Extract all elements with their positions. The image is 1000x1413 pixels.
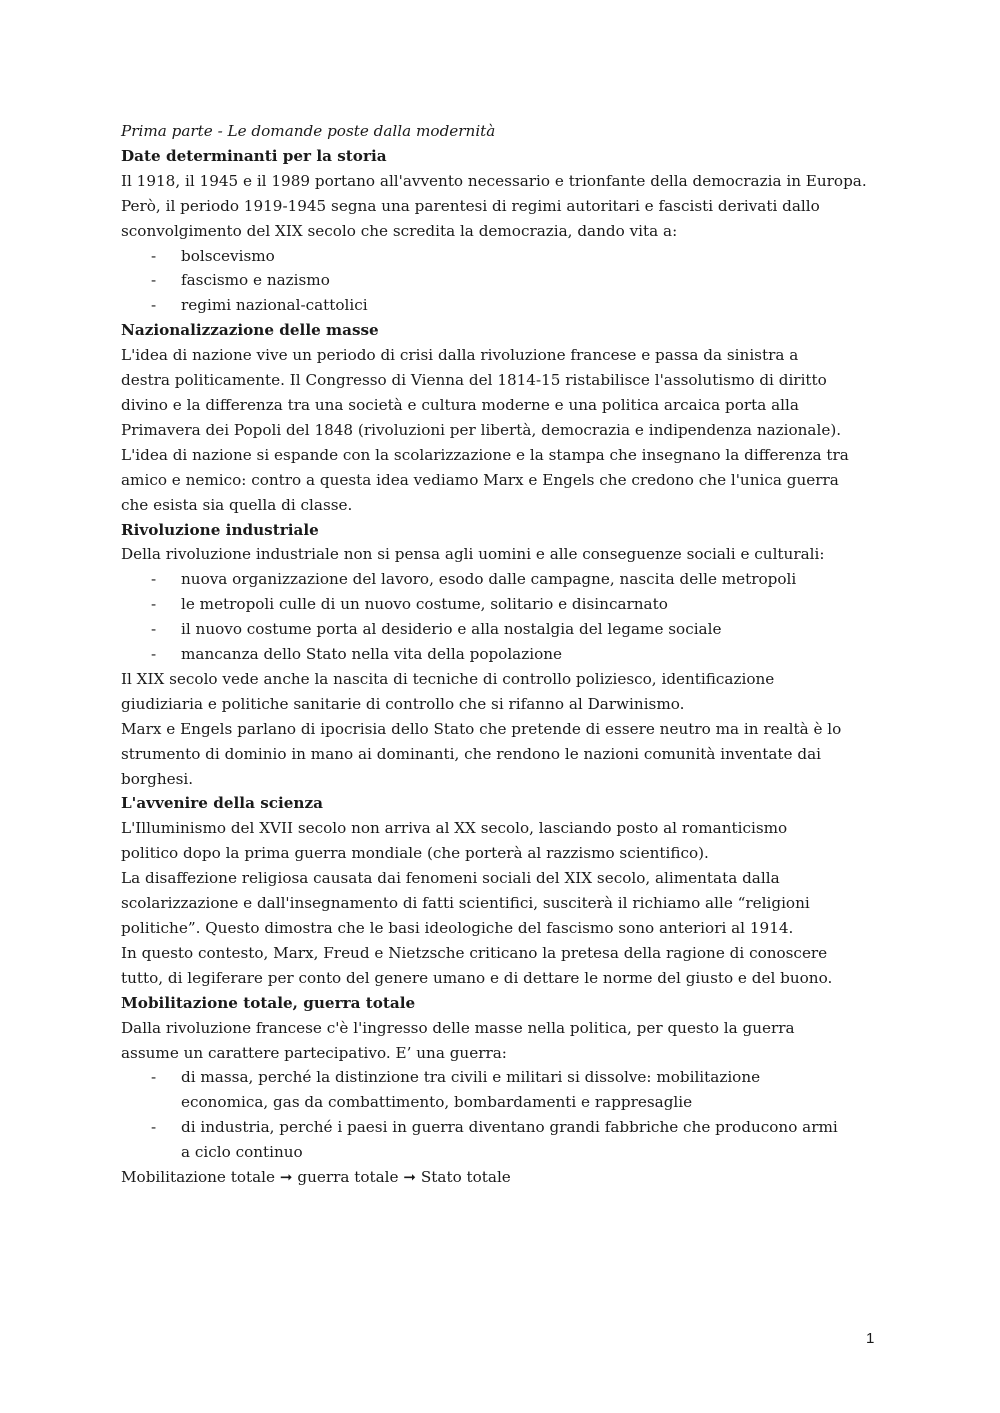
section-heading: Rivoluzione industriale <box>121 520 319 539</box>
bullet-marker: - <box>151 1068 157 1087</box>
paragraph-line: Dalla rivoluzione francese c'è l'ingresso delle masse nella politica, per questo la guerra <box>121 1018 795 1037</box>
paragraph-line: sconvolgimento del XIX secolo che scredita la democrazia, dando vita a: <box>121 221 678 240</box>
paragraph-line: Della rivoluzione industriale non si pensa agli uomini e alle conseguenze sociali e culturali: <box>121 545 825 564</box>
paragraph-line: Mobilitazione totale ➞ guerra totale ➞ Stato totale <box>121 1168 511 1187</box>
bullet-marker: - <box>151 645 157 664</box>
bullet-marker: - <box>151 296 157 315</box>
list-item-continuation: economica, gas da combattimento, bombardamenti e rappresaglie <box>181 1093 693 1112</box>
paragraph-line: L'Illuminismo del XVII secolo non arriva al XX secolo, lasciando posto al romanticismo <box>121 819 788 838</box>
paragraph-line: tutto, di legiferare per conto del genere umano e di dettare le norme del giusto e del buono. <box>121 968 833 987</box>
paragraph-line: Marx e Engels parlano di ipocrisia dello Stato che pretende di essere neutro ma in realtà è lo <box>121 719 842 738</box>
list-item <box>121 592 891 617</box>
paragraph-line: Però, il periodo 1919-1945 segna una parentesi di regimi autoritari e fascisti derivati dallo <box>121 196 820 215</box>
list-item <box>121 293 891 318</box>
document-title: Prima parte - Le domande poste dalla modernità <box>121 122 496 140</box>
bullet-marker: - <box>151 595 157 614</box>
list-item-text: mancanza dello Stato nella vita della popolazione <box>181 645 563 664</box>
paragraph-line: La disaffezione religiosa causata dai fenomeni sociali del XIX secolo, alimentata dalla <box>121 869 780 888</box>
list-item <box>121 567 891 592</box>
paragraph-line: borghesi. <box>121 769 194 788</box>
paragraph-line: divino e la differenza tra una società e cultura moderne e una politica arcaica porta alla <box>121 395 799 414</box>
list-item-text: le metropoli culle di un nuovo costume, solitario e disincarnato <box>181 595 668 614</box>
list-item-continuation: a ciclo continuo <box>181 1143 303 1162</box>
paragraph-line: politiche”. Questo dimostra che le basi ideologiche del fascismo sono anteriori al 1914. <box>121 919 794 937</box>
list-item <box>121 1115 891 1140</box>
paragraph-line: Il 1918, il 1945 e il 1989 portano all'avvento necessario e trionfante della democrazia in Europa. <box>121 171 867 190</box>
list-item <box>121 642 891 667</box>
section-heading: Mobilitazione totale, guerra totale <box>121 993 416 1012</box>
list-item <box>121 244 891 269</box>
list-item-text: nuova organizzazione del lavoro, esodo dalle campagne, nascita delle metropoli <box>181 570 797 589</box>
section-heading: L'avvenire della scienza <box>121 794 323 813</box>
bullet-marker: - <box>151 1118 157 1137</box>
paragraph-line: destra politicamente. Il Congresso di Vienna del 1814-15 ristabilisce l'assolutismo di diritto <box>121 371 827 390</box>
paragraph-line: scolarizzazione e dall'insegnamento di fatti scientifici, susciterà il richiamo alle “religioni <box>121 894 810 913</box>
paragraph-line: giudiziaria e politiche sanitarie di controllo che si rifanno al Darwinismo. <box>121 694 685 713</box>
bullet-marker: - <box>151 570 157 589</box>
list-item-text: il nuovo costume porta al desiderio e alla nostalgia del legame sociale <box>181 620 722 639</box>
paragraph-line: amico e nemico: contro a questa idea vediamo Marx e Engels che credono che l'unica guerra <box>121 470 839 489</box>
section-heading: Date determinanti per la storia <box>121 146 387 165</box>
list-item-text: bolscevismo <box>181 246 275 265</box>
paragraph-line: politico dopo la prima guerra mondiale (che porterà al razzismo scientifico). <box>121 844 709 863</box>
list-item-text: di industria, perché i paesi in guerra diventano grandi fabbriche che producono armi <box>181 1118 838 1137</box>
paragraph-line: L'idea di nazione vive un periodo di crisi dalla rivoluzione francese e passa da sinistra a <box>121 346 799 365</box>
list-item <box>121 268 891 293</box>
document-body <box>121 119 891 1190</box>
bullet-marker: - <box>151 246 157 265</box>
section-heading: Nazionalizzazione delle masse <box>121 321 379 340</box>
paragraph-line: Il XIX secolo vede anche la nascita di tecniche di controllo poliziesco, identificazione <box>121 669 775 688</box>
paragraph-line: assume un carattere partecipativo. E’ una guerra: <box>121 1043 507 1062</box>
paragraph-line: che esista sia quella di classe. <box>121 495 353 514</box>
list-item-text: di massa, perché la distinzione tra civili e militari si dissolve: mobilitazione <box>181 1068 761 1087</box>
bullet-marker: - <box>151 620 157 639</box>
paragraph-line: In questo contesto, Marx, Freud e Nietzsche criticano la pretesa della ragione di conoscere <box>121 943 828 962</box>
paragraph-line: L'idea di nazione si espande con la scolarizzazione e la stampa che insegnano la differenza tra <box>121 445 849 464</box>
paragraph-line: strumento di dominio in mano ai dominanti, che rendono le nazioni comunità inventate dai <box>121 744 821 763</box>
list-item <box>121 617 891 642</box>
paragraph-line: Primavera dei Popoli del 1848 (rivoluzioni per libertà, democrazia e indipendenza nazionale). <box>121 420 842 439</box>
list-item-text: fascismo e nazismo <box>181 271 330 290</box>
bullet-marker: - <box>151 271 157 290</box>
list-item-text: regimi nazional-cattolici <box>181 296 368 315</box>
list-item <box>121 1065 891 1090</box>
page-number: 1 <box>866 1330 875 1347</box>
